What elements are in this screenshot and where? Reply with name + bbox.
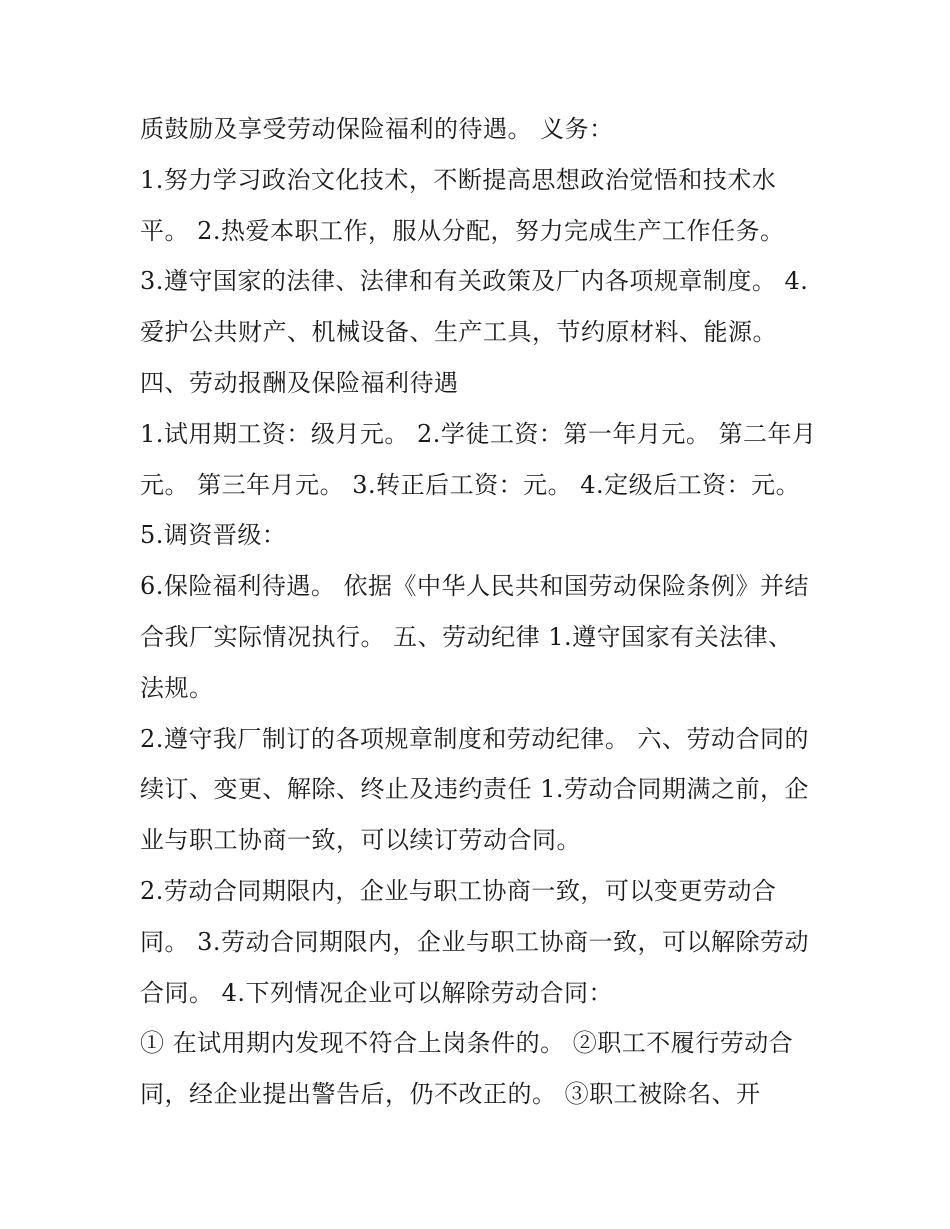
text-line: 质鼓励及享受劳动保险福利的待遇。 义务：	[140, 115, 614, 143]
text-line: 平。 2.热爱本职工作，服从分配，努力完成生产工作任务。	[140, 216, 785, 245]
text-line: 续订、变更、解除、终止及违约责任 1.劳动合同期满之前，企	[140, 775, 810, 804]
text-line: 合我厂实际情况执行。 五、劳动纪律 1.遵守国家有关法律、	[140, 622, 793, 651]
text-line: 2.劳动合同期限内，企业与职工协商一致，可以变更劳动合	[140, 876, 777, 905]
text-line: 5.调资晋级：	[140, 521, 287, 550]
section-heading: 四、劳动报酬及保险福利待遇	[140, 368, 459, 397]
text-line: 2.遵守我厂制订的各项规章制度和劳动纪律。 六、劳动合同的	[140, 724, 810, 753]
text-line: 3.遵守国家的法律、法律和有关政策及厂内各项规章制度。 4.	[140, 267, 809, 296]
text-line: 同，经企业提出警告后，仍不改正的。 ③职工被除名、开	[140, 1080, 761, 1109]
document-body	[140, 104, 820, 1120]
text-line: ① 在试用期内发现不符合上岗条件的。 ②职工不履行劳动合	[140, 1029, 794, 1058]
text-line: 6.保险福利待遇。 依据《中华人民共和国劳动保险条例》并结	[140, 572, 810, 601]
text-line: 合同。 4.下列情况企业可以解除劳动合同：	[140, 978, 614, 1007]
text-line: 业与职工协商一致，可以续订劳动合同。	[140, 826, 581, 855]
text-line: 法规。	[140, 673, 214, 702]
text-line: 爱护公共财产、机械设备、生产工具，节约原材料、能源。	[140, 318, 777, 347]
text-line: 同。 3.劳动合同期限内，企业与职工协商一致，可以解除劳动	[140, 927, 810, 956]
text-line: 1.努力学习政治文化技术，不断提高思想政治觉悟和技术水	[140, 165, 777, 194]
text-line: 1.试用期工资：级月元。 2.学徒工资：第一年月元。 第二年月	[140, 419, 817, 448]
text-line: 元。 第三年月元。 3.转正后工资：元。 4.定级后工资：元。	[140, 470, 801, 499]
